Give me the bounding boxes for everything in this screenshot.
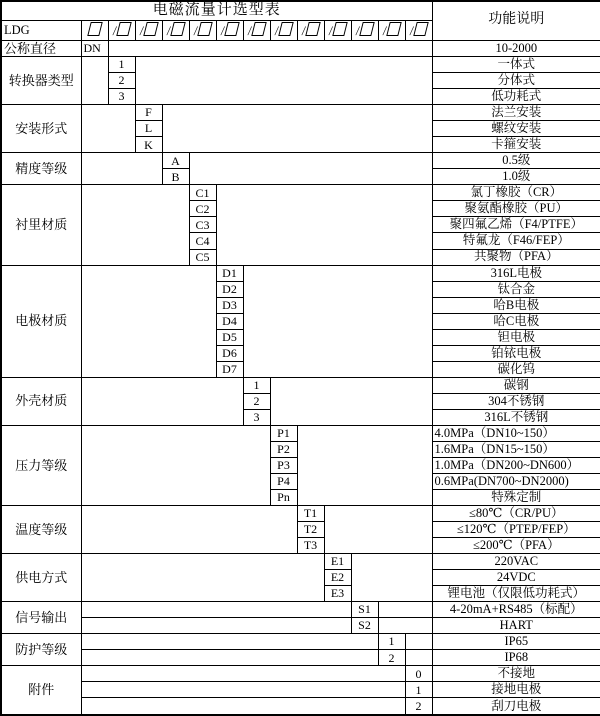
spacer-cell [81,57,108,105]
section-label: 压力等级 [1,425,81,505]
code-cell: L [135,121,162,137]
function-desc: 特殊定制 [432,489,600,505]
spacer-cell [297,425,432,505]
code-cell: F [135,105,162,121]
spacer-cell [108,40,432,57]
spacer-cell [81,265,216,377]
code-cell: P3 [270,457,297,473]
code-cell: S1 [351,602,378,618]
code-cell: 3 [108,89,135,105]
code-box-icon [143,22,158,36]
function-desc: 316L不锈钢 [432,409,600,425]
model-code-cell [324,21,351,40]
model-code-cell [270,21,297,40]
code-cell: Pn [270,489,297,505]
slash-separator: / [382,23,388,39]
spacer-cell [81,682,405,698]
spacer-cell [216,185,432,265]
slash-separator: / [328,23,334,39]
function-desc: 氯丁橡胶（CR） [432,185,600,201]
slash-separator: / [112,23,118,39]
spacer-cell [135,57,432,105]
section-label: 衬里材质 [1,185,81,265]
code-cell: E3 [324,586,351,602]
model-code-cell [297,21,324,40]
function-desc: 316L电极 [432,265,600,281]
spacer-cell [405,634,432,650]
code-cell: S2 [351,618,378,634]
function-desc: 钽电极 [432,329,600,345]
model-code-cell [378,21,405,40]
code-cell: DN [81,40,108,57]
code-cell: D1 [216,265,243,281]
function-desc: 24VDC [432,570,600,586]
code-cell: C2 [189,201,216,217]
model-code-cell [405,21,432,40]
code-box-icon [413,22,428,36]
function-desc: 4-20mA+RS485（标配） [432,602,600,618]
slash-separator: / [193,23,199,39]
spacer-cell [81,618,351,634]
model-code-cell [189,21,216,40]
code-cell: E2 [324,570,351,586]
function-desc: HART [432,618,600,634]
spacer-cell [243,265,432,377]
section-label: 转换器类型 [1,57,81,105]
function-desc: ≤120℃（PTEP/FEP） [432,522,600,538]
code-cell: C1 [189,185,216,201]
function-desc: 1.6MPa（DN15~150） [432,441,600,457]
code-box-icon [332,22,347,36]
spacer-cell [81,554,324,602]
code-cell: 0 [405,666,432,682]
code-cell: 1 [405,682,432,698]
code-cell: D5 [216,329,243,345]
model-code-cell [216,21,243,40]
function-desc: 锂电池（仅限低功耗式） [432,586,600,602]
code-cell: E1 [324,554,351,570]
spacer-cell [378,618,432,634]
code-cell: T1 [297,506,324,522]
model-code-cell [162,21,189,40]
function-desc: 法兰安装 [432,105,600,121]
slash-separator: / [166,23,172,39]
section-label: 安装形式 [1,105,81,153]
slash-separator: / [220,23,226,39]
model-code-cell [108,21,135,40]
code-box-icon [197,22,212,36]
section-label: 电极材质 [1,265,81,377]
code-cell: P4 [270,473,297,489]
code-cell: A [162,153,189,169]
spacer-cell [162,105,432,153]
function-desc: 一体式 [432,57,600,73]
function-desc: 不接地 [432,666,600,682]
spacer-cell [81,634,378,650]
spacer-cell [324,506,432,554]
model-code-cell [351,21,378,40]
code-box-icon [170,22,185,36]
section-label: 信号输出 [1,602,81,634]
function-desc: IP65 [432,634,600,650]
code-cell: 2 [243,393,270,409]
code-cell: D3 [216,297,243,313]
slash-separator: / [355,23,361,39]
code-box-icon [87,22,102,36]
function-desc: ≤200℃（PFA） [432,538,600,554]
code-box-icon [386,22,401,36]
code-cell: 1 [378,634,405,650]
code-cell: 2 [378,650,405,666]
code-cell: B [162,169,189,185]
function-desc: 哈B电极 [432,297,600,313]
code-cell: P2 [270,441,297,457]
function-desc: 卡箍安装 [432,137,600,153]
function-desc: 螺纹安装 [432,121,600,137]
code-cell: K [135,137,162,153]
function-desc: 特氟龙（F46/FEP） [432,233,600,249]
function-desc: 哈C电极 [432,313,600,329]
model-code-cell [81,21,108,40]
spacer-cell [81,506,297,554]
spacer-cell [81,153,162,185]
spacer-cell [81,650,378,666]
function-desc: 铂铱电极 [432,345,600,361]
slash-separator: / [274,23,280,39]
function-desc: 304不锈钢 [432,393,600,409]
spacer-cell [81,425,270,505]
function-desc: 0.5级 [432,153,600,169]
function-desc: 碳化钨 [432,361,600,377]
function-desc: 共聚物（PFA） [432,249,600,265]
section-label: 外壳材质 [1,377,81,425]
function-desc: 聚氨酯橡胶（PU） [432,201,600,217]
code-cell: P1 [270,425,297,441]
code-cell: C3 [189,217,216,233]
function-desc: 1.0级 [432,169,600,185]
section-label: 精度等级 [1,153,81,185]
spacer-cell [81,185,189,265]
code-cell: 1 [243,377,270,393]
model-code-cell [135,21,162,40]
code-cell: 2 [108,73,135,89]
code-cell: D4 [216,313,243,329]
spacer-cell [81,105,135,153]
function-desc: 碳钢 [432,377,600,393]
code-cell: C4 [189,233,216,249]
spacer-cell [81,666,405,682]
spacer-cell [270,377,432,425]
section-label: 温度等级 [1,506,81,554]
model-prefix: LDG [1,21,81,40]
function-desc: IP68 [432,650,600,666]
slash-separator: / [409,23,415,39]
code-box-icon [116,22,131,36]
code-box-icon [224,22,239,36]
function-column-header: 功能说明 [432,1,600,40]
code-cell: D6 [216,345,243,361]
code-cell: T2 [297,522,324,538]
code-cell: D7 [216,361,243,377]
code-cell: T3 [297,538,324,554]
function-desc: 0.6MPa(DN700~DN2000) [432,473,600,489]
slash-separator: / [247,23,253,39]
function-desc: 1.0MPa（DN200~DN600） [432,457,600,473]
code-box-icon [359,22,374,36]
spacer-cell [351,554,432,602]
spacer-cell [81,698,405,715]
page-title: 电磁流量计选型表 [1,1,432,21]
function-desc: 4.0MPa（DN10~150） [432,425,600,441]
spacer-cell [81,602,351,618]
function-desc: 低功耗式 [432,89,600,105]
function-desc: ≤80℃（CR/PU） [432,506,600,522]
slash-separator: / [139,23,145,39]
spacer-cell [189,153,432,185]
function-desc: 分体式 [432,73,600,89]
section-label: 公称直径 [1,40,81,57]
code-cell: 2 [405,698,432,715]
spacer-cell [405,650,432,666]
model-code-cell [243,21,270,40]
code-box-icon [251,22,266,36]
code-cell: 1 [108,57,135,73]
code-cell: C5 [189,249,216,265]
section-label: 防护等级 [1,634,81,666]
section-label: 附件 [1,666,81,715]
code-cell: D2 [216,281,243,297]
function-desc: 聚四氟乙烯（F4/PTFE） [432,217,600,233]
function-desc: 刮刀电极 [432,698,600,715]
function-desc: 10-2000 [432,40,600,57]
spacer-cell [378,602,432,618]
function-desc: 接地电极 [432,682,600,698]
code-box-icon [305,22,320,36]
slash-separator: / [301,23,307,39]
code-cell: 3 [243,409,270,425]
function-desc: 220VAC [432,554,600,570]
section-label: 供电方式 [1,554,81,602]
spacer-cell [81,377,243,425]
code-box-icon [278,22,293,36]
function-desc: 钛合金 [432,281,600,297]
